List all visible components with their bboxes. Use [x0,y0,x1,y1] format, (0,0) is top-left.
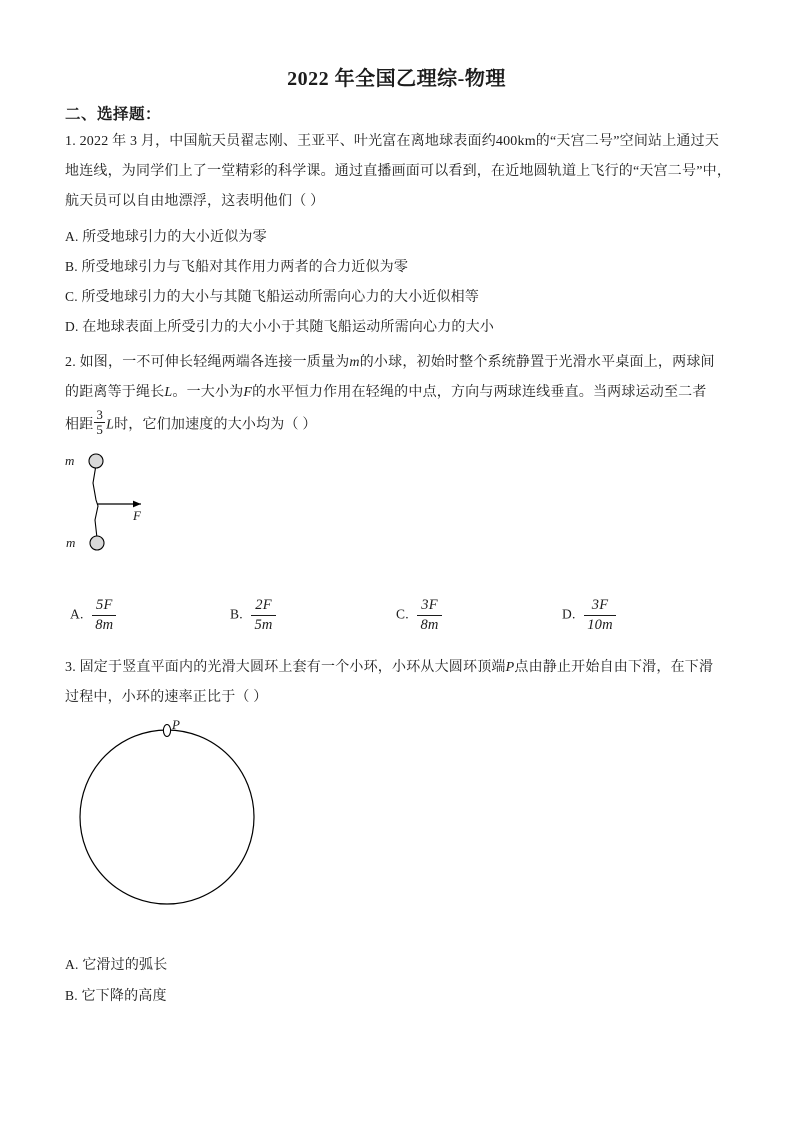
question-2-stem-line-2 [65,378,733,408]
fraction-denominator: 10m [587,616,613,633]
question-2-option-b[interactable] [230,597,276,633]
section-header: 二、选择题： [65,106,162,123]
question-2-option-c[interactable] [396,597,442,633]
option-text: 在地球表面上所受引力的大小小于其随飞船运动所需向心力的大小 [82,320,495,335]
option-letter: B. [230,606,243,622]
rope-path [93,465,98,538]
question-1-option-c[interactable] [65,282,733,313]
fraction-numerator: 3 [96,407,104,422]
q2-var-L: L [164,385,173,400]
q2-stem-part5: 的水平恒力作用在轻绳的中点，方向与两球连线垂直。当两球运动至二者 [252,385,707,400]
fraction-numerator: 5F [92,597,116,616]
force-label: F [133,508,141,523]
ball-top-mass-label: m [65,453,75,468]
question-3-option-b[interactable] [65,981,733,1012]
option-letter: C. [65,289,78,304]
question-1-option-a[interactable] [65,222,733,253]
question-2-stem-line-3 [65,407,733,441]
question-3-figure [62,712,272,927]
question-1-option-b[interactable] [65,252,733,283]
fraction-numerator: 3F [417,597,441,616]
question-3-stem-line-1 [65,653,733,683]
option-text: 所受地球引力的大小近似为零 [82,230,267,245]
option-fraction [92,597,116,633]
q3-stem-part1: 3. 固定于竖直平面内的光滑大圆环上套有一个小环，小环从大圆环顶端 [65,660,506,675]
fraction-denominator: 5 [96,421,104,437]
force-arrow-head [133,501,141,508]
q2-stem-part6: 相距 [65,417,94,433]
question-2-option-d[interactable] [562,597,616,633]
option-letter: C. [396,606,409,622]
question-2-stem-line-1 [65,348,733,378]
option-letter: A. [65,229,79,244]
option-fraction [251,597,275,633]
q2-stem-part2: 的小球，初始时整个系统静置于光滑水平桌面上，两球间 [359,355,715,370]
fraction-denominator: 8m [95,616,114,633]
option-fraction [417,597,441,633]
question-1-stem-line-1: 1. 2022 年 3 月，中国航天员翟志刚、王亚平、叶光富在离地球表面约400km的“天宫二号”空间站上通过天 [65,134,720,149]
rope-balls-diagram [62,448,192,560]
question-2-option-a[interactable] [70,597,116,633]
q2-var-F: F [243,385,253,400]
ball-top [89,454,103,468]
q2-stem-part3: 的距离等于绳长 [65,385,165,400]
q2-stem-part4: 。一大小为 [172,385,244,400]
point-p-label: P [172,717,180,732]
q3-stem-part2: 点由静止开始自由下滑，在下滑 [514,660,714,675]
question-1-stem-line-3: 航天员可以自由地漂浮，这表明他们（ ） [65,194,325,209]
ball-bottom-mass-label: m [66,535,76,550]
option-letter: A. [65,957,79,972]
option-text: 它下降的高度 [81,989,167,1004]
option-letter: D. [65,319,79,334]
option-fraction [584,597,616,633]
q2-var-m: m [349,355,360,370]
option-text: 所受地球引力与飞船对其作用力两者的合力近似为零 [81,260,409,275]
question-3-option-a[interactable] [65,950,733,981]
fraction-numerator: 3F [584,597,616,616]
option-letter: B. [65,259,78,274]
large-circle [80,730,254,904]
option-letter: B. [65,988,78,1003]
q2-stem-part1: 2. 如图，一不可伸长轻绳两端各连接一质量为 [65,355,350,370]
ball-bottom [90,536,104,550]
question-1-option-d[interactable] [65,312,733,343]
fraction-three-fifths [94,408,105,436]
option-text: 所受地球引力的大小与其随飞船运动所需向心力的大小近似相等 [81,290,480,305]
option-letter: D. [562,606,576,622]
q2-stem-part7: 时，它们加速度的大小均为（ ） [114,417,317,433]
question-3-stem-line-2: 过程中，小环的速率正比于（ ） [65,690,268,705]
question-2-figure [62,448,192,560]
page-title: 2022 年全国乙理综-物理 [287,68,506,90]
q2-var-L2: L [106,417,115,433]
fraction-denominator: 8m [420,616,439,633]
circle-ring-diagram [62,712,272,927]
fraction-numerator: 2F [251,597,275,616]
q3-var-P: P [505,660,515,675]
option-letter: A. [70,606,84,622]
fraction-denominator: 5m [254,616,273,633]
option-text: 它滑过的弧长 [82,958,168,973]
small-ring [163,725,170,737]
question-1-stem-line-2: 地连线，为同学们上了一堂精彩的科学课。通过直播画面可以看到，在近地圆轨道上飞行的“天宫二号”中， [65,164,732,179]
